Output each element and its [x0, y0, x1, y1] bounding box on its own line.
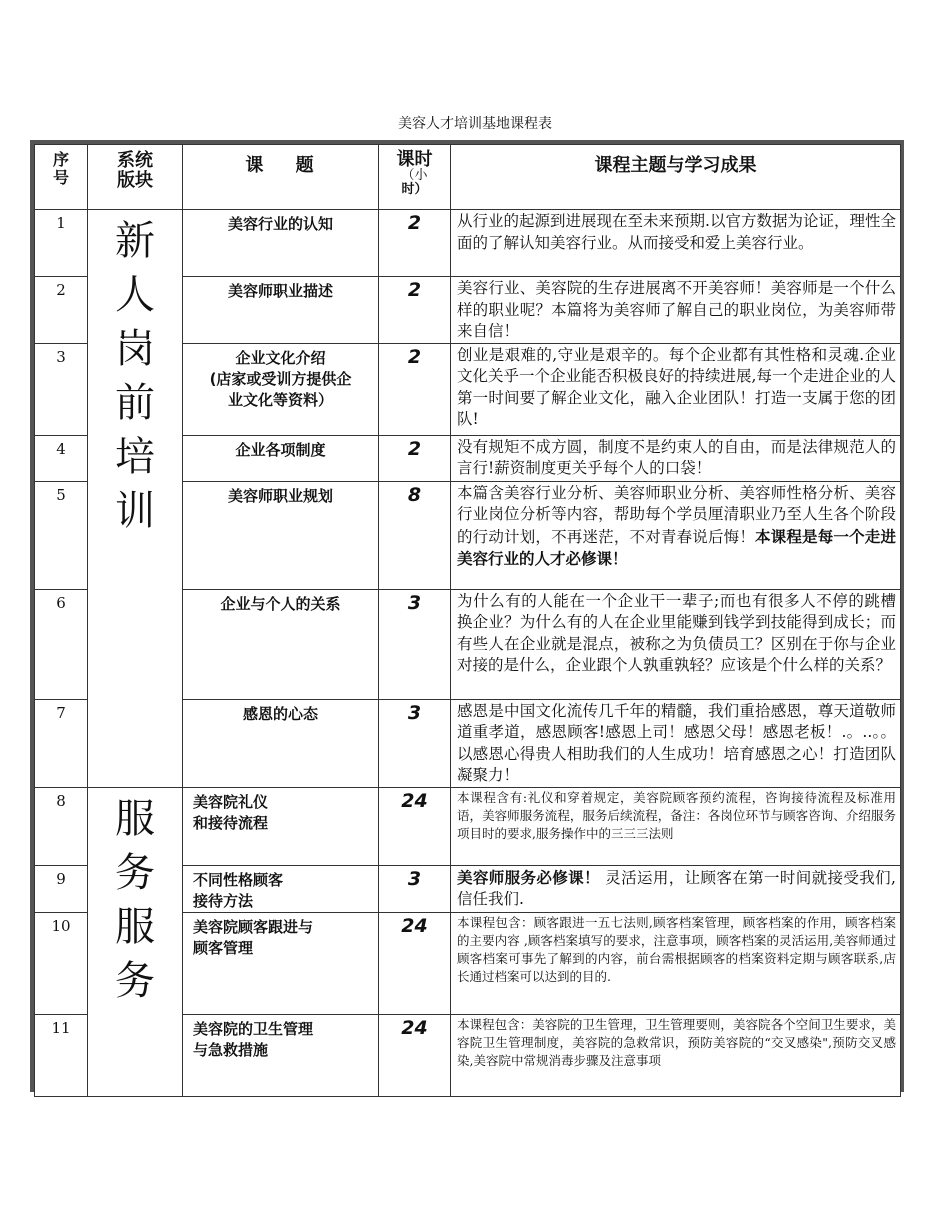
row-topic	[183, 912, 379, 1014]
topic-line: 美容行业的认知	[227, 215, 333, 233]
topic-line: 与急救措施	[193, 1040, 269, 1059]
document-title: 美容人才培训基地课程表	[398, 116, 552, 132]
topic-line: 美容院顾客跟进与	[193, 917, 314, 936]
block-char: 务	[115, 849, 155, 896]
row-topic	[183, 1014, 379, 1096]
row-hours: 8	[379, 481, 451, 589]
row-seq: 7	[35, 699, 88, 787]
topic-line: 企业文化介绍	[235, 348, 326, 367]
row-hours: 2	[379, 343, 451, 435]
topic-line: 感恩的心态	[242, 704, 318, 723]
row-hours: 2	[379, 435, 451, 481]
block-char: 务	[115, 957, 155, 1004]
block-char: 训	[115, 488, 155, 534]
row-outcome	[451, 481, 901, 589]
topic-line: 美容院的卫生管理	[193, 1019, 314, 1038]
outcome-emphasis: 美容师服务必修课！	[457, 867, 600, 887]
topic-line: 业文化等资料）	[227, 390, 333, 409]
row-seq: 11	[35, 1014, 88, 1096]
row-outcome: 美容行业、美容院的生存进展离不开美容师！美容师是一个什么样的职业呢？本篇将为美容师了解自己的职业岗位，为美容师带来自信！	[451, 277, 901, 344]
row-outcome: 为什么有的人能在一个企业干一辈子;而也有很多人不停的跳槽换企业？为什么有的人在企业里能赚到钱学到技能得到成长；而有些人在企业就是混点，被称之为负债员工？区别在于你与企业对接的是什么，企业跟个人孰重孰轻？应该是个什么样的关系？	[451, 589, 901, 699]
header-seq-line1: 序	[52, 150, 69, 169]
row-seq: 9	[35, 865, 88, 912]
block-char: 人	[115, 272, 155, 318]
header-hours-unit1: （小	[401, 168, 428, 183]
table-row	[35, 787, 901, 865]
header-block	[88, 145, 183, 210]
row-hours: 3	[379, 699, 451, 787]
row-outcome: 感恩是中国文化流传几千年的精髓，我们重拾感恩，尊天道敬师道重孝道，感恩顾客!感恩上司！感恩父母！感恩老板！.。..。。以感恩心得贵人相助我们的人生成功！培育感恩之心！打造团队凝聚力！	[451, 699, 901, 787]
row-outcome: 从行业的起源到进展现在至未来预期.以官方数据为论证，理性全面的了解认知美容行业。从而接受和爱上美容行业。	[451, 210, 901, 277]
block-char: 岗	[115, 326, 155, 372]
course-schedule-table	[34, 144, 901, 1097]
block-char: 前	[115, 380, 155, 426]
row-outcome: 创业是艰难的,守业是艰辛的。每个企业都有其性格和灵魂.企业文化关乎一个企业能否积极良好的持续进展,每一个走进企业的人第一时间要了解企业文化，融入企业团队！打造一支属于您的团队!	[451, 343, 901, 435]
block-char: 培	[115, 434, 155, 480]
topic-line: (店家或受训方提供企	[209, 369, 352, 388]
row-seq: 1	[35, 210, 88, 277]
row-outcome: 本课程包含：美容院的卫生管理，卫生管理要则，美容院各个空间卫生要求，美容院卫生管理制度，美容院的急救常识，预防美容院的“交叉感染",预防交叉感染,美容院中常规消毒步骤及注意事项	[451, 1014, 901, 1096]
row-seq: 5	[35, 481, 88, 589]
row-topic	[183, 787, 379, 865]
header-seq	[35, 145, 88, 210]
header-seq-line2: 号	[52, 168, 69, 187]
block-cell-onboarding	[88, 210, 183, 788]
topic-line: 美容师职业描述	[227, 282, 333, 300]
table-row	[35, 210, 901, 277]
row-topic	[183, 699, 379, 787]
row-topic	[183, 865, 379, 912]
block-char: 服	[115, 903, 155, 950]
row-topic	[183, 210, 379, 277]
topic-line: 美容师职业规划	[227, 486, 333, 505]
row-hours: 2	[379, 277, 451, 344]
block-char: 新	[115, 218, 155, 264]
row-topic	[183, 435, 379, 481]
row-seq: 10	[35, 912, 88, 1014]
header-outcome: 课程主题与学习成果	[451, 145, 901, 210]
block-cell-service	[88, 787, 183, 1096]
row-outcome: 本课程含有:礼仪和穿着规定，美容院顾客预约流程，咨询接待流程及标准用语，美容师服务流程，服务后续流程，备注：各岗位环节与顾客咨询、介绍服务项目时的要求,服务操作中的三三三法则	[451, 787, 901, 865]
topic-line: 顾客管理	[193, 938, 254, 957]
row-hours: 24	[379, 1014, 451, 1096]
row-outcome: 没有规矩不成方圆，制度不是约束人的自由，而是法律规范人的言行!薪资制度更关乎每个人的口袋！	[451, 435, 901, 481]
header-topic: 课 题	[183, 145, 379, 210]
row-seq: 3	[35, 343, 88, 435]
topic-line: 不同性格顾客	[193, 870, 284, 889]
row-outcome: 本课程包含：顾客跟进一五七法则,顾客档案管理，顾客档案的作用，顾客档案的主要内容 ,顾客档案填写的要求，注意事项，顾客档案的灵活运用,美容师通过顾客档案可事先了解到的内容，前台需根据顾客的档案资料定期与顾客联系,店长通过档案可以达到的目的.	[451, 912, 901, 1014]
topic-line: 接待方法	[193, 891, 254, 910]
header-block-line2: 版块	[117, 170, 153, 191]
row-topic	[183, 277, 379, 344]
row-hours: 2	[379, 210, 451, 277]
header-block-line1: 系统	[117, 150, 153, 171]
outcome-text: 灵活运用，让顾客在第一时间就接受我们,信任我们.	[457, 868, 896, 908]
block-char: 服	[115, 795, 155, 842]
topic-line: 美容院礼仪	[193, 792, 269, 811]
row-topic	[183, 481, 379, 589]
outcome-text: 本篇含美容行业分析、美容师职业分析、美容师性格分析、美容行业岗位分析等内容，帮助每个学员厘清职业乃至人生各个阶段的行动计划，不再迷茫，不对青春说后悔！	[457, 483, 896, 546]
outcome-emphasis: 本课程是每一个走进美容行业的人才必修课！	[457, 526, 896, 568]
row-hours: 24	[379, 787, 451, 865]
header-hours-unit2: 时）	[401, 182, 428, 197]
row-seq: 8	[35, 787, 88, 865]
row-seq: 6	[35, 589, 88, 699]
topic-line: 企业与个人的关系	[220, 594, 341, 613]
row-hours: 3	[379, 589, 451, 699]
row-hours: 24	[379, 912, 451, 1014]
row-hours: 3	[379, 865, 451, 912]
topic-line: 和接待流程	[193, 813, 269, 832]
row-outcome	[451, 865, 901, 912]
topic-line: 企业各项制度	[235, 440, 326, 459]
header-row	[35, 145, 901, 210]
header-hours	[379, 145, 451, 210]
row-topic	[183, 343, 379, 435]
header-hours-label: 课时	[396, 149, 433, 170]
row-seq: 2	[35, 277, 88, 344]
row-topic	[183, 589, 379, 699]
row-seq: 4	[35, 435, 88, 481]
